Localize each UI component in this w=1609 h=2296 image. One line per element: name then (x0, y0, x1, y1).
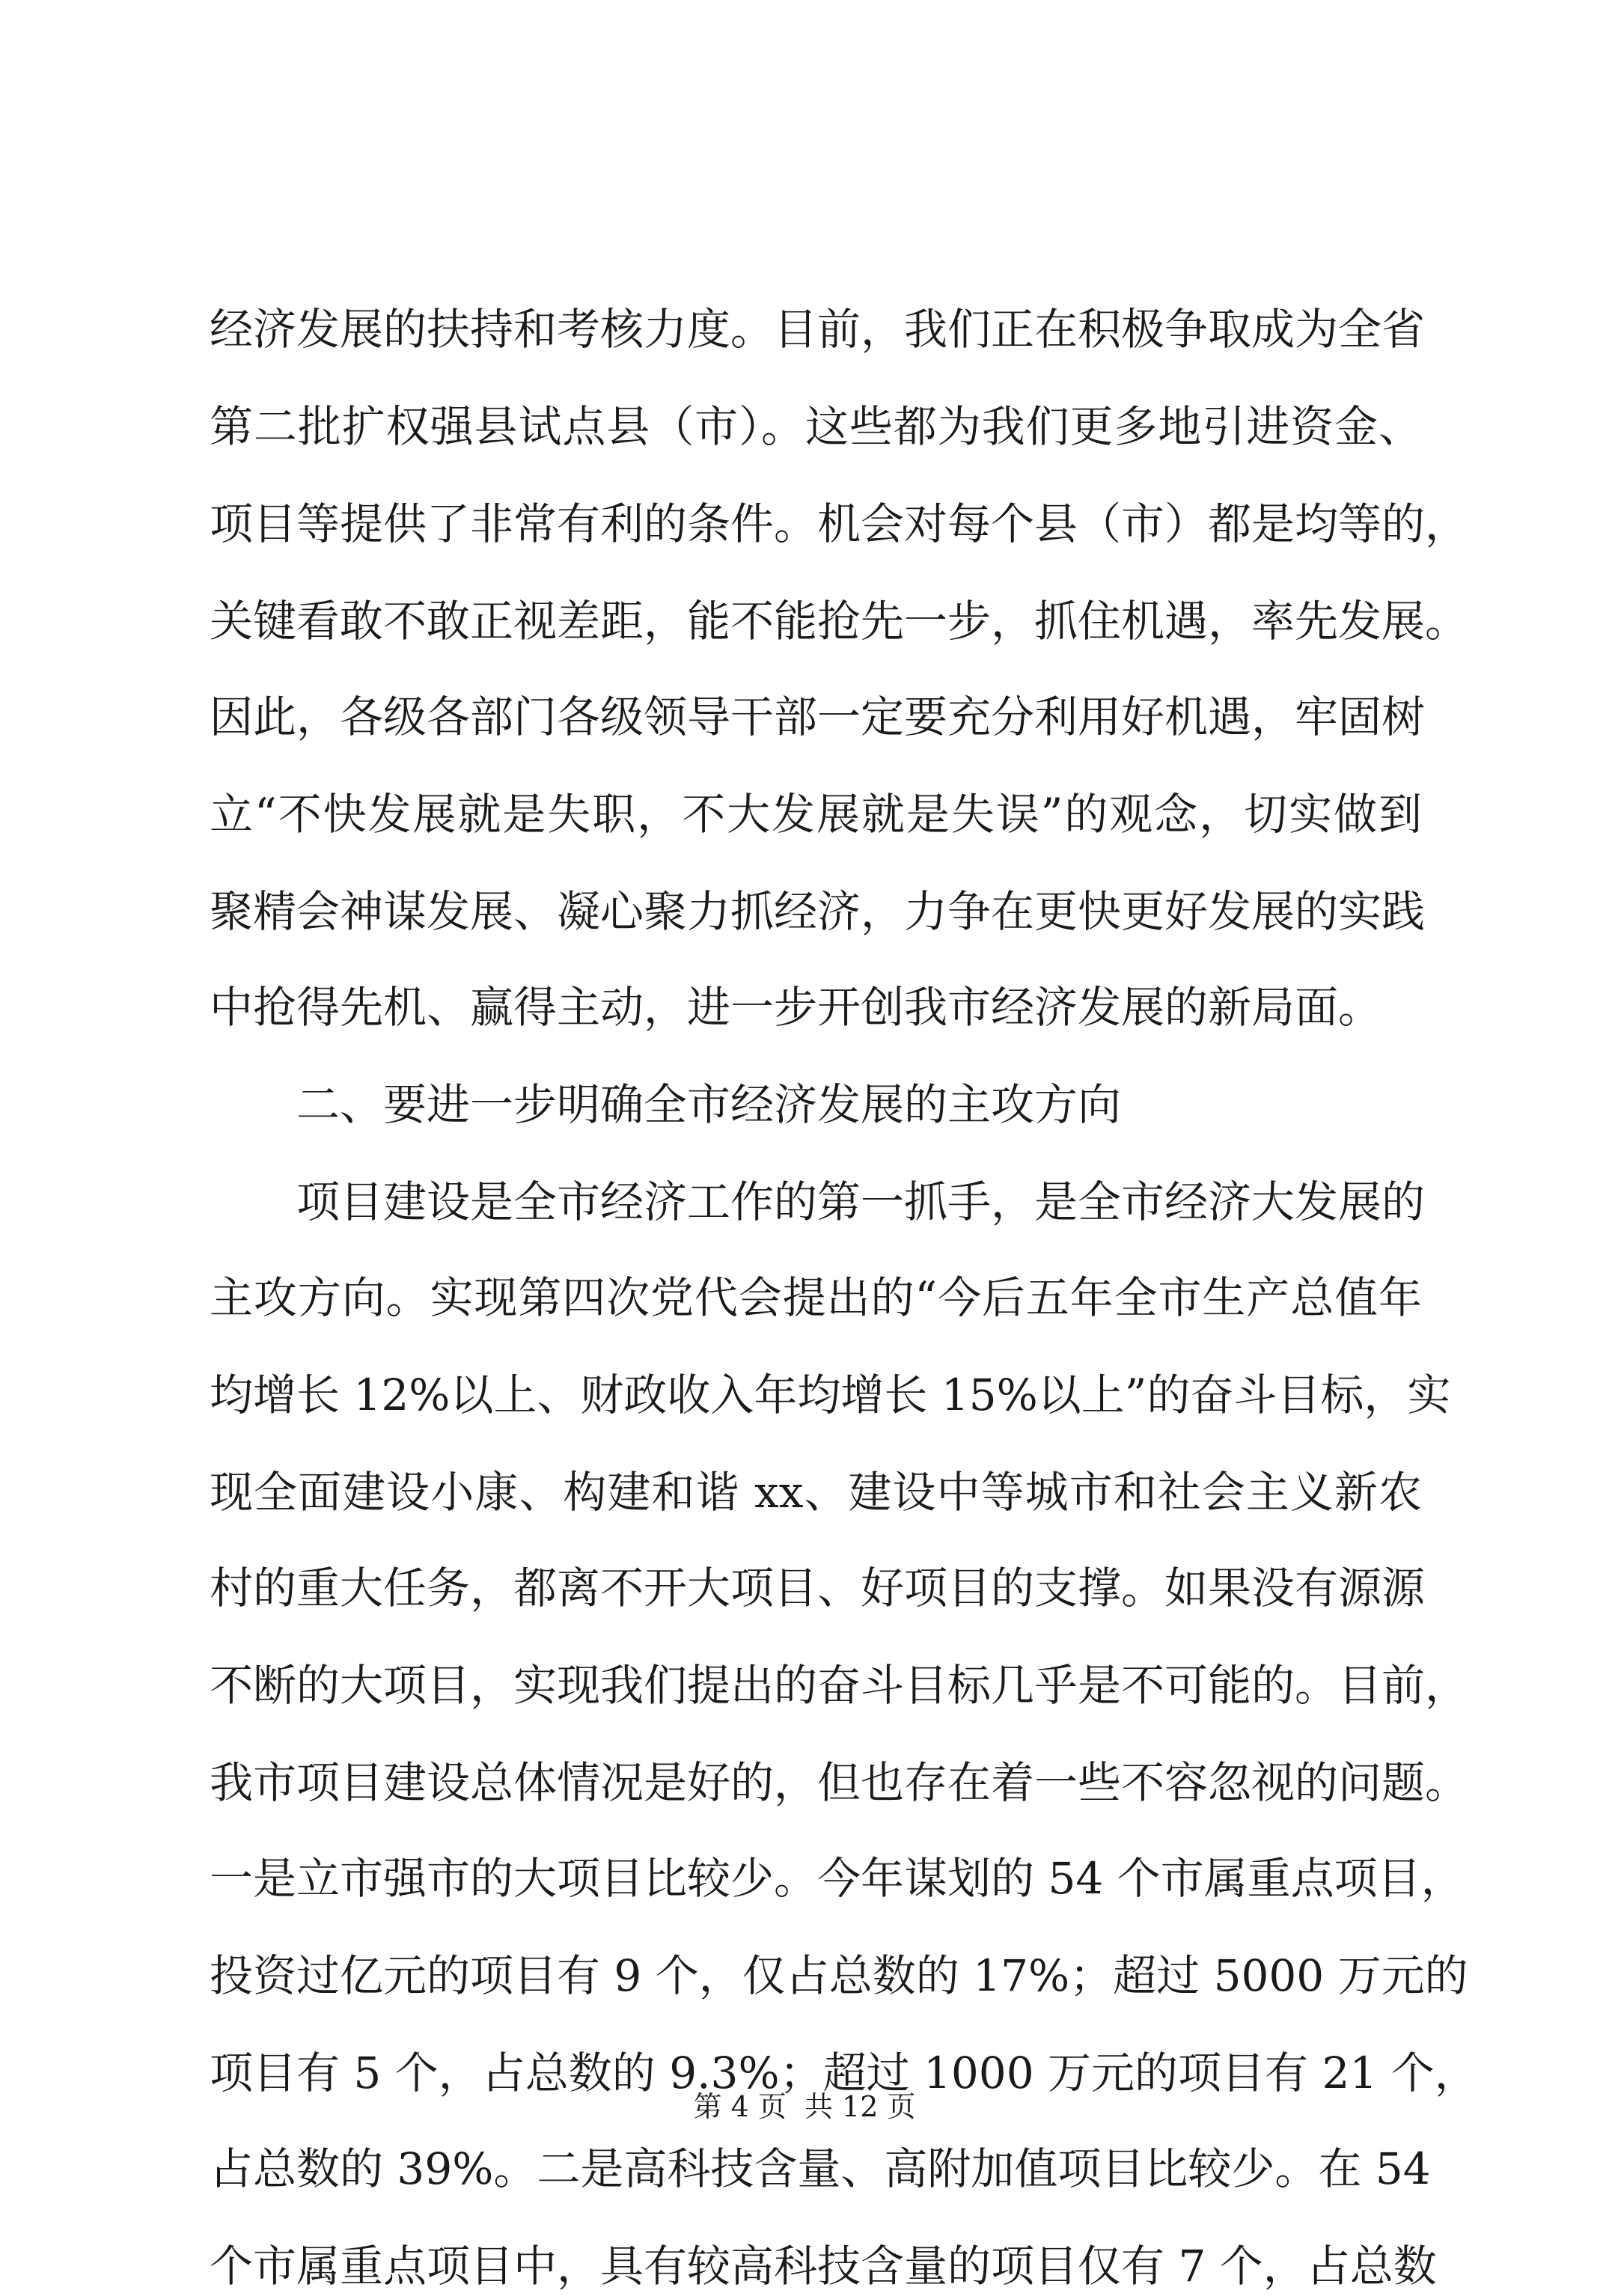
paragraph-line: 因此，各级各部门各级领导干部一定要充分利用好机遇，牢固树 (210, 691, 1426, 742)
paragraph-line: 不断的大项目，实现我们提出的奋斗目标几乎是不可能的。目前， (210, 1660, 1469, 1711)
paragraph-line: 个市属重点项目中，具有较高科技含量的项目仅有 7 个，占总数 (210, 2241, 1437, 2292)
paragraph-line: 现全面建设小康、构建和谐 xx、建设中等城市和社会主义新农 (210, 1467, 1422, 1518)
paragraph-line: 均增长 12%以上、财政收入年均增长 15%以上”的奋斗目标，实 (210, 1370, 1451, 1420)
paragraph-line: 关键看敢不敢正视差距，能不能抢先一步，抓住机遇，率先发展。 (210, 596, 1469, 647)
page-number: 第 4 页 (693, 2090, 787, 2123)
paragraph-line: 占总数的 39%。二是高科技含量、高附加值项目比较少。在 54 (210, 2143, 1431, 2194)
paragraph-line: 立“不快发展就是失职，不大发展就是失误”的观念，切实做到 (210, 789, 1422, 840)
section-heading: 二、要进一步明确全市经济发展的主攻方向 (296, 1079, 1122, 1130)
page-footer (0, 2088, 1609, 2125)
paragraph-line: 项目有 5 个，占总数的 9.3%；超过 1000 万元的项目有 21 个， (210, 2048, 1478, 2098)
paragraph-line: 主攻方向。实现第四次党代会提出的“今后五年全市生产总值年 (210, 1272, 1422, 1323)
paragraph-line: 村的重大任务，都离不开大项目、好项目的支撑。如果没有源源 (210, 1563, 1426, 1613)
paragraph-line: 投资过亿元的项目有 9 个，仅占总数的 17%；超过 5000 万元的 (210, 1950, 1468, 2001)
paragraph-line: 聚精会神谋发展、凝心聚力抓经济，力争在更快更好发展的实践 (210, 886, 1426, 937)
paragraph-line: 项目建设是全市经济工作的第一抓手，是全市经济大发展的 (296, 1176, 1426, 1227)
paragraph-line: 一是立市强市的大项目比较少。今年谋划的 54 个市属重点项目， (210, 1853, 1465, 1904)
paragraph-line: 我市项目建设总体情况是好的，但也存在着一些不容忽视的问题。 (210, 1757, 1469, 1808)
page-total: 共 12 页 (804, 2090, 916, 2123)
paragraph-line: 项目等提供了非常有利的条件。机会对每个县（市）都是均等的， (210, 498, 1469, 549)
paragraph-line: 经济发展的扶持和考核力度。目前，我们正在积极争取成为全省 (210, 304, 1426, 355)
paragraph-line: 中抢得先机、赢得主动，进一步开创我市经济发展的新局面。 (210, 982, 1382, 1033)
paragraph-line: 第二批扩权强县试点县（市）。这些都为我们更多地引进资金、 (210, 401, 1422, 452)
